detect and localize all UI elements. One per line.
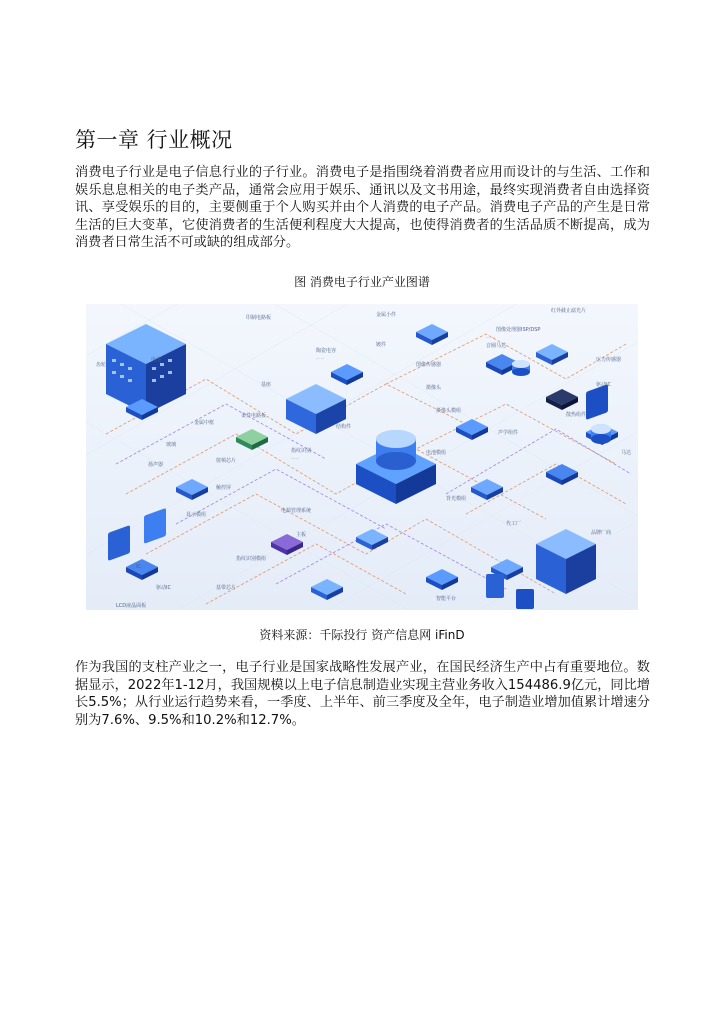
svg-text:扬声器: 扬声器 bbox=[148, 462, 164, 468]
svg-text:图像传感器: 图像传感器 bbox=[416, 362, 442, 368]
industry-status-paragraph: 作为我国的支柱产业之一，电子行业是国家战略性发展产业，在国民经济生产中占有重要地位。数据显示，2022年1-12月，我国规模以上电子信息制造业实现主营业务收入154486.9亿元，同比增长5.5%；从行业运行趋势来看，一季度、上半年、前三季度及全年，电子制造业增加值累计增速分别为7.6%、9.5%和10.2%和12.7%。 bbox=[75, 660, 650, 728]
svg-text:IC: IC bbox=[136, 564, 141, 570]
figure-source: 资料来源：千际投行 资产信息网 iFinD bbox=[259, 628, 465, 642]
svg-text:压力传感器: 压力传感器 bbox=[596, 357, 622, 363]
svg-text:金属中框: 金属中框 bbox=[194, 420, 215, 426]
svg-text:金属小件: 金属小件 bbox=[376, 312, 397, 318]
svg-text:印制电路板: 印制电路板 bbox=[246, 315, 272, 321]
svg-text:电源管理系统: 电源管理系统 bbox=[281, 508, 312, 514]
svg-text:摄像头: 摄像头 bbox=[426, 385, 442, 391]
svg-text:智能平台: 智能平台 bbox=[436, 596, 457, 602]
svg-text:········: ········ bbox=[486, 336, 496, 340]
svg-text:图像处理器ISP/DSP: 图像处理器ISP/DSP bbox=[496, 327, 541, 333]
svg-text:红外截止滤光片: 红外截止滤光片 bbox=[551, 308, 587, 314]
svg-text:驱动IC: 驱动IC bbox=[156, 585, 171, 591]
svg-text:散热组件: 散热组件 bbox=[566, 412, 587, 418]
chapter-title: 第一章 行业概况 bbox=[75, 128, 233, 152]
svg-text:摄像头模组: 摄像头模组 bbox=[436, 408, 462, 414]
svg-text:音圈马达: 音圈马达 bbox=[486, 343, 507, 349]
svg-text:镀件: 镀件 bbox=[376, 342, 387, 348]
figure-caption: 图 消费电子行业产业图谱 bbox=[294, 275, 430, 289]
svg-text:主板: 主板 bbox=[296, 532, 307, 538]
svg-text:齿轮: 齿轮 bbox=[96, 362, 107, 368]
svg-text:射频芯片: 射频芯片 bbox=[216, 458, 237, 464]
intro-paragraph: 消费电子行业是电子信息行业的子行业。消费电子是指围绕着消费者应用而设计的与生活、工作和娱乐息息相关的电子类产品，通常会应用于娱乐、通讯以及文书用途，最终实现消费者自由选择资讯、享受娱乐的目的，主要侧重于个人购买并由个人消费的电子产品。消费电子产品的产生是日常生活的巨大变革，它使消费者的生活便利程度大大提高，也使得消费者的生活品质不断提高，成为消费者日常生活不可或缺的组成部分。 bbox=[75, 165, 650, 251]
svg-text:触控屏: 触控屏 bbox=[216, 485, 232, 491]
svg-text:声学组件: 声学组件 bbox=[498, 430, 519, 436]
svg-text:·······: ······· bbox=[151, 366, 159, 370]
svg-text:马达: 马达 bbox=[621, 450, 632, 456]
svg-text:电池: 电池 bbox=[151, 357, 162, 363]
svg-text:LCD液晶面板: LCD液晶面板 bbox=[116, 603, 147, 609]
industry-map-figure bbox=[86, 304, 638, 610]
svg-text:代工厂: 代工厂 bbox=[506, 521, 522, 527]
svg-text:品牌厂商: 品牌厂商 bbox=[591, 530, 612, 536]
svg-text:背光模组: 背光模组 bbox=[446, 496, 467, 502]
svg-text:指纹识别模组: 指纹识别模组 bbox=[236, 556, 267, 562]
svg-text:基座: 基座 bbox=[261, 382, 272, 388]
svg-text:指纹识别: 指纹识别 bbox=[291, 448, 312, 454]
svg-text:电池模组: 电池模组 bbox=[426, 450, 447, 456]
svg-text:·······: ······· bbox=[316, 357, 324, 361]
svg-text:结构件: 结构件 bbox=[336, 424, 352, 430]
industry-map-illustration bbox=[86, 304, 638, 610]
svg-text:·······: ······· bbox=[291, 457, 299, 461]
svg-text:基带芯片: 基带芯片 bbox=[216, 585, 237, 591]
svg-text:陶瓷电容: 陶瓷电容 bbox=[316, 348, 337, 354]
svg-text:柔性电路板: 柔性电路板 bbox=[241, 413, 267, 419]
svg-text:显示模组: 显示模组 bbox=[186, 512, 207, 518]
svg-text:玻璃: 玻璃 bbox=[166, 442, 177, 448]
svg-text:驱动IC: 驱动IC bbox=[596, 382, 611, 388]
